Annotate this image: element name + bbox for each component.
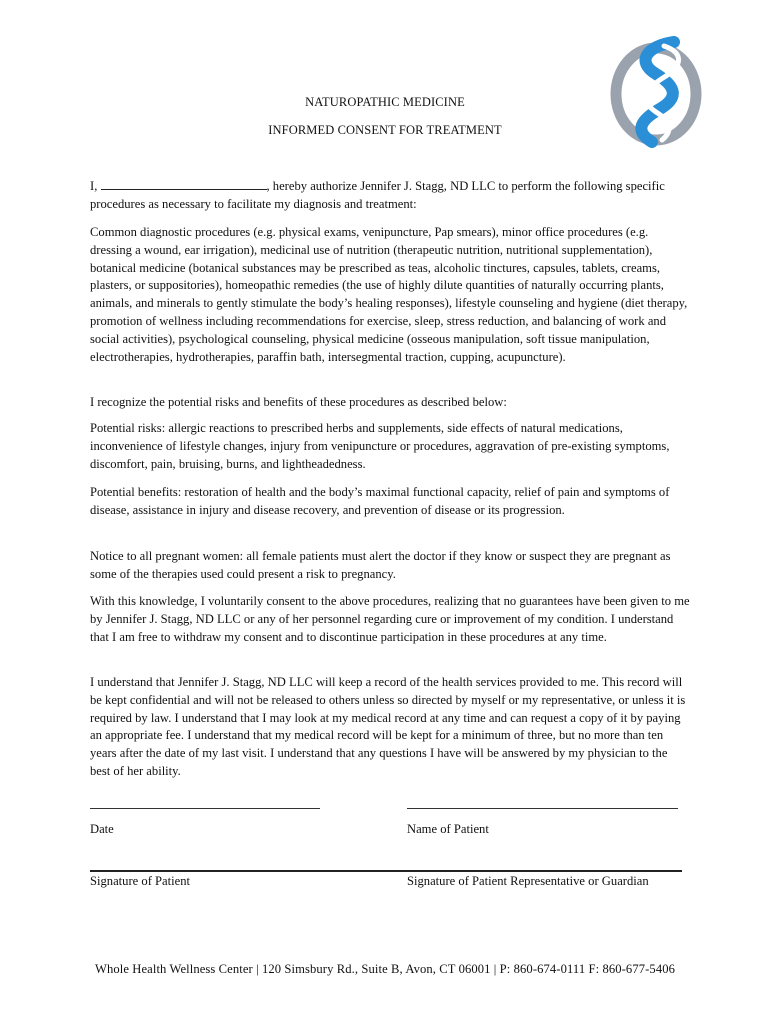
date-label: Date (90, 822, 114, 836)
authorization-paragraph (90, 178, 690, 214)
footer-contact: Whole Health Wellness Center | 120 Simsbury Rd., Suite B, Avon, CT 06001 | P: 860-674-0111 F: 860-677-5406 (94, 962, 676, 976)
signature-line[interactable] (90, 870, 682, 872)
intro-start: I, (90, 179, 98, 193)
patient-name-label: Name of Patient (407, 822, 489, 836)
patient-name-blank[interactable] (101, 178, 267, 190)
document-title: NATUROPATHIC MEDICINE (305, 95, 465, 109)
recognize-paragraph: I recognize the potential risks and benefits of these procedures as described below: (90, 395, 507, 409)
patient-signature-label: Signature of Patient (90, 874, 191, 888)
benefits-paragraph: Potential benefits: restoration of health and the body’s maximal functional capacity, relief of pain and symptoms of disease, assistance in injury and disease recovery, and prevention of disease or its progression. (90, 485, 670, 517)
date-line[interactable] (90, 808, 320, 809)
patient-name-line[interactable] (407, 808, 678, 809)
consent-paragraph: With this knowledge, I voluntarily consent to the above procedures, realizing that no guarantees have been given to me by Jennifer J. Stagg, ND LLC or any of her personnel regarding cure or improvement of my condition. I understand that I am free to withdraw my consent and to discontinue participation in these procedures at any time. (90, 594, 690, 644)
document-subtitle: INFORMED CONSENT FOR TREATMENT (268, 123, 502, 137)
records-paragraph: I understand that Jennifer J. Stagg, ND LLC will keep a record of the health services provided to me. This record will be kept confidential and will not be released to others unless so directed by myself or my representative, or unless it is required by law. I understand that I may look at my medical record at any time and can request a copy of it by paying an appropriate fee. I understand that my medical record will be kept for a minimum of three, but no more than ten years after the date of my last visit. I understand that any questions I have will be answered by my physician to the best of her ability. (90, 675, 686, 778)
risks-paragraph: Potential risks: allergic reactions to prescribed herbs and supplements, side effects of natural medications, inconvenience of lifestyle changes, injury from venipuncture or procedures, aggravation of pre-existing symptoms, discomfort, pain, bruising, burns, and lightheadedness. (90, 421, 670, 471)
representative-signature-label: Signature of Patient Representative or Guardian (407, 874, 649, 888)
intro-end: , hereby authorize Jennifer J. Stagg, ND LLC to perform the following specific procedures as necessary to facilitate my diagnosis and treatment: (90, 179, 665, 211)
procedures-paragraph: Common diagnostic procedures (e.g. physical exams, venipuncture, Pap smears), minor office procedures (e.g. dressing a wound, ear irrigation), medicinal use of nutrition (therapeutic nutrition, nutritional supplementation), botanical medicine (botanical substances may be prescribed as teas, alcoholic tinctures, capsules, tablets, creams, plasters, or suppositories), homeopathic remedies (the use of highly dilute quantities of naturally occurring plants, animals, and minerals to gently stimulate the body’s healing responses), lifestyle counseling and hygiene (diet therapy, promotion of wellness including recommendations for exercise, sleep, stress reduction, and balancing of work and social activities), psychological counseling, physical medicine (osseous manipulation, soft tissue manipulation, electrotherapies, hydrotherapies, paraffin bath, intersegmental traction, cupping, acupuncture). (90, 225, 688, 364)
pregnancy-notice-paragraph: Notice to all pregnant women: all female patients must alert the doctor if they know or suspect they are pregnant as some of the therapies used could present a risk to pregnancy. (90, 549, 671, 581)
